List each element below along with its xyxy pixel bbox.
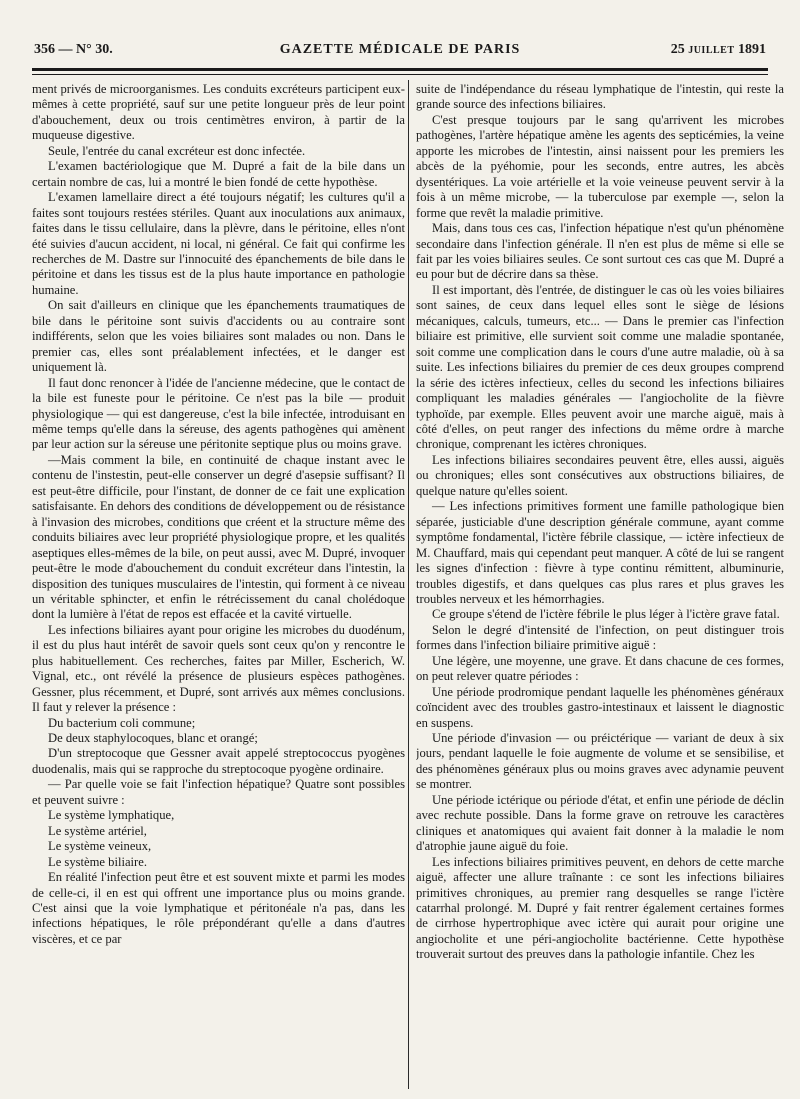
paragraph: —Mais comment la bile, en continuité de chaque instant avec le contenu de l'instestin, peut-elle conserver un degré d'asepsie suffisant? Il est peut-être difficile, pour l'instant, de donner de ce fait une explication satisfaisante. En dehors des conditions de développement ou de résistance à l'invasion des microbes, conditions que créent et la structure même des conduits biliaires avec leur propriété physiologique propre, et les qualités aseptiques elles-mêmes de la bile, on peut aussi, avec M. Dupré, invoquer peut-être le mode d'abouchement du conduit excréteur dans l'intestin, la disposition des tuniques musculaires de l'intestin, qui forment à ce niveau un véritable sphincter, et enfin le rétrécissement du canal cholédoque dont la lumière à l'état de repos est effacée et la cavité virtuelle. bbox=[32, 452, 405, 622]
paragraph: Les infections biliaires ayant pour origine les microbes du duodénum, il est du plus haut intérêt de savoir quels sont ceux qu'on y rencontre le plus habituellement. Ces recherches, faites par Miller, Escherich, W. Vignal, etc., ont révélé la présence de plusieurs espèces pathogènes. Gessner, plus récemment, et Dupré, sont arrivés aux mêmes conclusions. Il faut y relever la présence : bbox=[32, 622, 405, 715]
issue-date bbox=[671, 42, 766, 58]
paragraph: Il est important, dès l'entrée, de distinguer le cas où les voies biliaires sont saines, de ceux dans lequel elles sont le siège de lésions mécaniques, calculs, tumeurs, etc... — Dans le premier cas l'infection biliaire est primitive, elle survient soit comme une maladie spontanée, soit comme une complication dans le cours d'une autre maladie, où à sa suite. Les infections biliaires du premier de ces deux groupes comprend la série des ictères infectieux, celles du second les infections biliaires compliquant les maladies générales — l'angiocholite de la fièvre typhoïde, par exemple. Elles peuvent avoir une marche aiguë, mais à côté d'elles, on peut ranger des infections du même ordre à marche chronique, comprenant les ictères chroniques. bbox=[416, 282, 784, 452]
date-month: JUILLET bbox=[688, 45, 735, 56]
paragraph: En réalité l'infection peut être et est souvent mixte et parmi les modes de celle-ci, il en est qui offrent une importance plus ou moins grande. C'est ainsi que la voie lymphatique et péritonéale n'a pas, dans les infections hépatiques, le rôle prépondérant qu'elle a dans d'autres viscères, et ce par bbox=[32, 870, 405, 946]
paragraph: Une période prodromique pendant laquelle les phénomènes généraux coïncident avec des troubles gastro-intestinaux et laissent le diagnostic en suspens. bbox=[416, 684, 784, 730]
paragraph: Selon le degré d'intensité de l'infection, on peut distinguer trois formes dans l'infection biliaire primitive aiguë : bbox=[416, 622, 784, 653]
paragraph: — Les infections primitives forment une famille pathologique bien séparée, justiciable d'une description générale commune, ayant comme symptôme fondamental, l'ictère fébrile classique, — ictère infectieux de M. Chauffard, mais qui cependant peut manquer. A côté de lui se rangent les signes d'infection : fièvre à type continu rémittent, albuminurie, troubles digestifs, et dans quelques cas plus rares et plus graves les troubles nerveux et les hémorrhagies. bbox=[416, 499, 784, 606]
paragraph: C'est presque toujours par le sang qu'arrivent les microbes pathogènes, l'artère hépatique amène les agents des septicémies, la veine apporte les microbes de l'intestin, ainsi naissent pour les premiers les abcès de la pyéhomie, pour les seconds, entre autres, les abcès dysentériques. La voie artérielle et la voie veineuse peuvent servir à la fois à un même microbe, — la tuberculose par exemple —, selon la forme que revêt la maladie primitive. bbox=[416, 112, 784, 220]
right-column bbox=[416, 82, 784, 1087]
paragraph: D'un streptocoque que Gessner avait appelé streptococcus pyogènes duodenalis, mais qui se rapproche du streptocoque pyogène ordinaire. bbox=[32, 746, 405, 776]
paragraph: Une légère, une moyenne, une grave. Et dans chacune de ces formes, on peut relever quatre périodes : bbox=[416, 653, 784, 684]
paragraph: De deux staphylocoques, blanc et orangé; bbox=[48, 731, 258, 746]
paragraph: Les infections biliaires secondaires peuvent être, elles aussi, aiguës ou chroniques; elles sont consécutives aux obstructions biliaires, de quelque nature qu'elles soient. bbox=[416, 452, 784, 498]
page-header bbox=[34, 42, 766, 62]
paragraph: Le système artériel, bbox=[48, 823, 147, 838]
paragraph: suite de l'indépendance du réseau lymphatique de l'intestin, qui reste la grande source des infections biliaires. bbox=[416, 82, 784, 112]
journal-title: GAZETTE MÉDICALE DE PARIS bbox=[279, 42, 521, 57]
paragraph: Les infections biliaires primitives peuvent, en dehors de cette marche aiguë, affecter une allure traînante : ce sont les infections biliaires primitives chroniques, au premier rang desquelles se range l'ictère catarrhal prolongé. M. Dupré y fait rentrer également certaines formes de cirrhose hypertrophique avec ictère qui aurait pour origine une angiocholite et une péri-angiocholite bactérienne. Cette hypothèse trouverait surtout des preuves dans la pathologie infantile. Chez les bbox=[416, 854, 784, 962]
header-rule-thin bbox=[32, 74, 768, 75]
paragraph: Du bacterium coli commune; bbox=[48, 715, 196, 730]
date-day: 25 bbox=[670, 42, 685, 57]
paragraph: Le système veineux, bbox=[48, 839, 152, 854]
paragraph: ment privés de microorganismes. Les conduits excréteurs participent eux-mêmes à cette propriété, sauf sur une petite longueur près de leur point d'abouchement, deux ou trois centimètres environ, à partir de la muqueuse digestive. bbox=[32, 82, 405, 143]
paragraph: Seule, l'entrée du canal excréteur est donc infectée. bbox=[48, 143, 306, 158]
paragraph: — Par quelle voie se fait l'infection hépatique? Quatre sont possibles et peuvent suivre : bbox=[32, 777, 405, 807]
left-column bbox=[32, 82, 405, 1087]
paragraph: Une période ictérique ou période d'état, et enfin une période de déclin avec rechute possible. Dans la forme grave on retrouve les caractères cliniques et anatomiques qui avaient fait donner à la maladie le nom d'atrophie jaune aiguë du foie. bbox=[416, 792, 784, 854]
date-year: 1891 bbox=[738, 42, 766, 57]
paragraph: L'examen bactériologique que M. Dupré a fait de la bile dans un certain nombre de cas, lui a montré le bien fondé de cette hypothèse. bbox=[32, 159, 405, 189]
header-rule bbox=[32, 68, 768, 71]
paragraph: Une période d'invasion — ou préictérique — variant de deux à six jours, pendant laquelle le foie augmente de volume et se sensibilise, et des phénomènes généraux plus ou moins graves avec adynamie peuvent se montrer. bbox=[416, 731, 784, 792]
paragraph: Le système lymphatique, bbox=[48, 808, 175, 823]
paragraph: Le système biliaire. bbox=[48, 854, 147, 869]
column-divider bbox=[408, 80, 409, 1089]
paragraph: On sait d'ailleurs en clinique que les épanchements traumatiques de bile dans le péritoine sont suivis d'accidents ou au contraire sont indifférents, selon que les voies biliaires sont malades ou non. Dans le premier cas, elles sont préalablement infectées, et le danger est uniquement là. bbox=[32, 298, 405, 375]
paragraph: Ce groupe s'étend de l'ictère fébrile le plus léger à l'ictère grave fatal. bbox=[432, 607, 780, 622]
page-number: 356 — N° 30. bbox=[34, 42, 113, 57]
paragraph: Mais, dans tous ces cas, l'infection hépatique n'est qu'un phénomène secondaire dans l'infection générale. Il n'en est plus de même si elle se fait par les voies biliaires seules. Ce sont surtout ces cas que M. Dupré a eu pour but de décrire dans sa thèse. bbox=[416, 221, 784, 282]
paragraph: Il faut donc renoncer à l'idée de l'ancienne médecine, que le contact de la bile est funeste pour le péritoine. Ce n'est pas la bile — produit physiologique — qui est dangereuse, c'est la bile infectée, introduisant en même temps qu'elle dans la séreuse, des agents pathogènes qui amènent par leur action sur la séreuse une péritonite septique plus ou moins grave. bbox=[32, 375, 405, 452]
paragraph: L'examen lamellaire direct a été toujours négatif; les cultures qu'il a faites sont toujours restées stériles. Quant aux inoculations aux animaux, faites dans le tissu cellulaire, dans la plèvre, dans le péritoine, elles n'ont été suivies d'aucun accident, ni local, ni général. Ce fait qui confirme les recherches de M. Dastre sur l'innocuité des épanchements de bile dans le péritoine et dans les tissus est de la plus haute importance en pathologie humaine. bbox=[32, 190, 405, 297]
